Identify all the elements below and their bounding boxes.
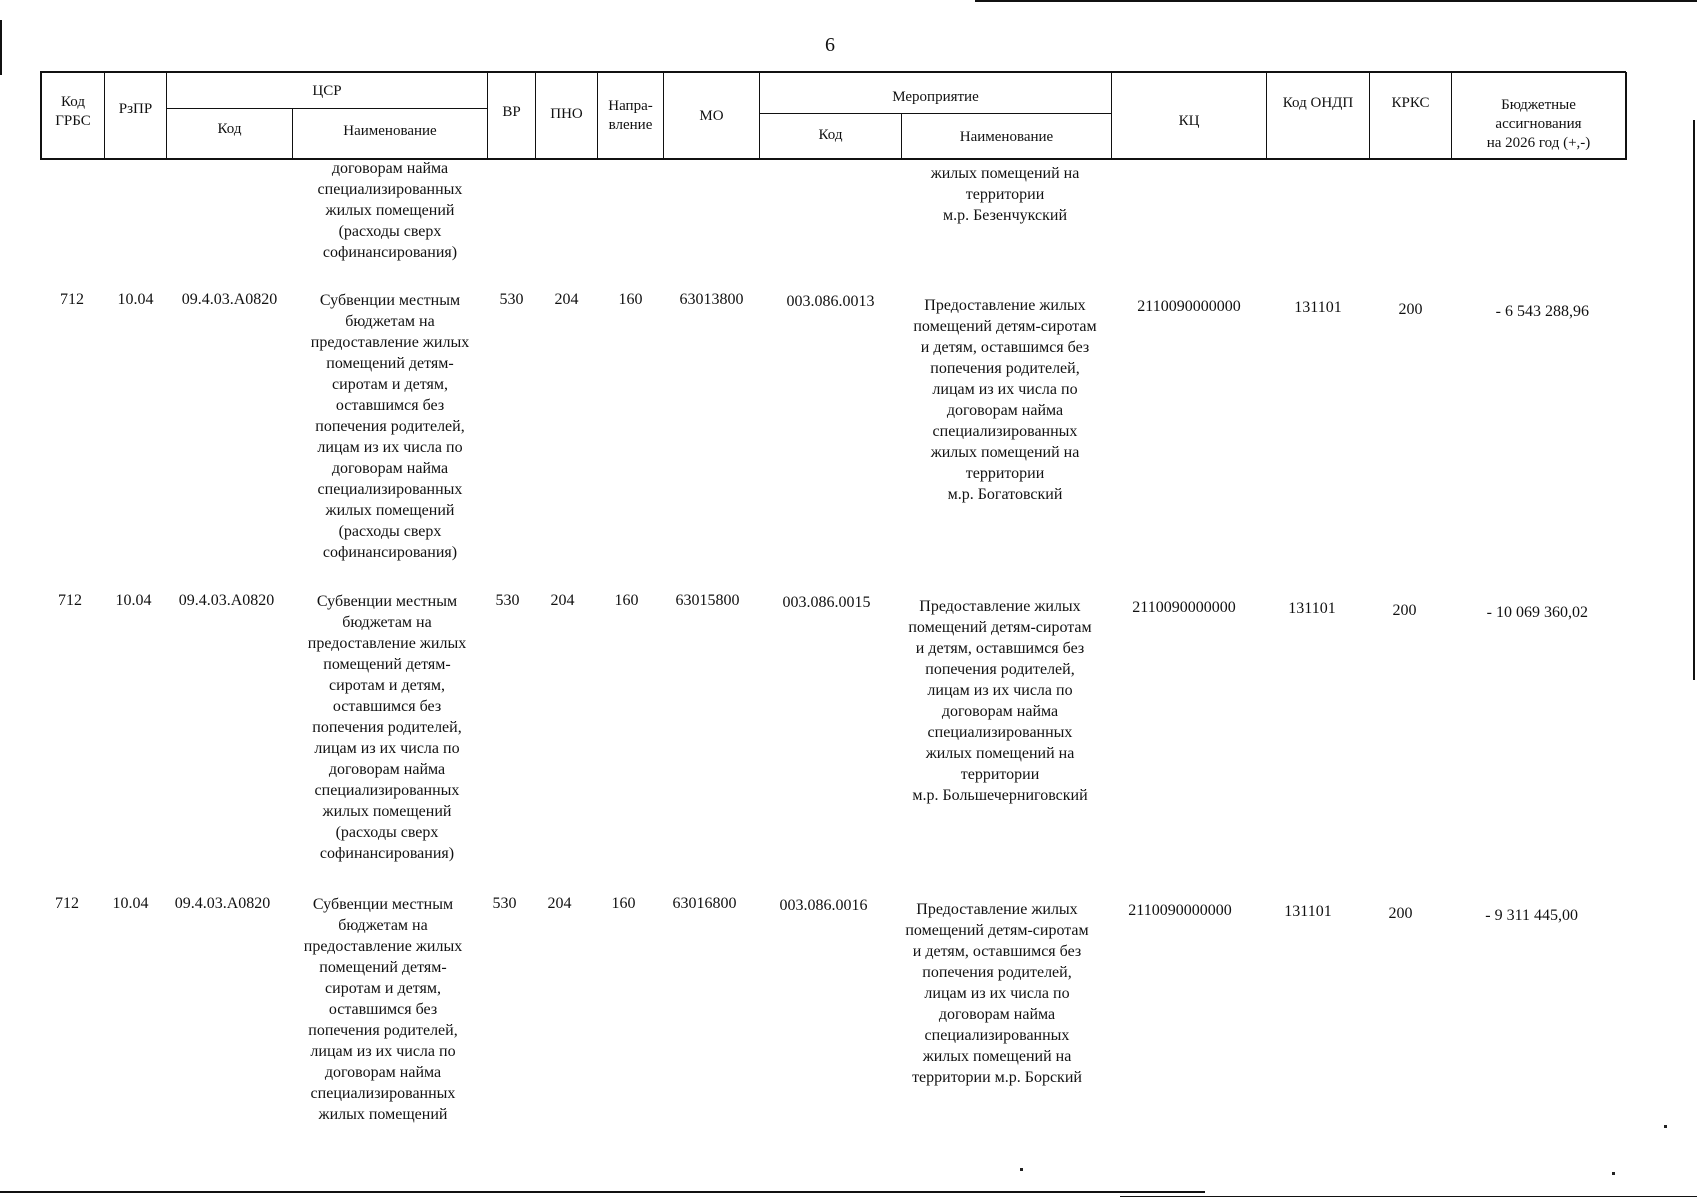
cell-napr: 160: [611, 895, 636, 912]
header-napr: Напра- вление: [608, 98, 653, 133]
bottom-scan-line: [0, 1191, 1205, 1193]
cell-pno: 204: [547, 895, 572, 912]
cell-mo: 63016800: [672, 895, 737, 912]
header-rzpr: РзПР: [118, 101, 153, 117]
cell-csr-name: Субвенции местным бюджетам на предоставление жилых помещений детям- сиротам и детям, оставшимся без попечения родителей, лицам из их числа по договорам найма специализированных жилых помещений: [303, 896, 463, 1123]
cell-ondp: 131101: [1294, 299, 1342, 316]
cell-kc: 2110090000000: [1137, 298, 1241, 315]
cell-merop-name: Предоставление жилых помещений детям-сиротам и детям, оставшимся без попечения родителей, лицам из их числа по договорам найма специализированных жилых помещений на территории м.р. Большечерниговский: [908, 598, 1092, 804]
col-divider: [1625, 72, 1627, 160]
header-kod-grbs: Код ГРБС: [55, 94, 91, 129]
right-scan-edge: [1693, 120, 1695, 680]
header-pno: ПНО: [550, 106, 583, 122]
col-divider: [759, 72, 760, 160]
cell-mo: 63013800: [679, 291, 744, 308]
header-csr-divider: [166, 108, 488, 109]
cell-amount: - 6 543 288,96: [1495, 303, 1589, 320]
header-merop-divider: [759, 113, 1111, 114]
cell-amount: - 9 311 445,00: [1485, 907, 1578, 924]
cell-pno: 204: [554, 291, 579, 308]
cell-mo: 63015800: [675, 592, 740, 609]
cell-napr: 160: [618, 291, 643, 308]
cell-grbs: 712: [58, 592, 82, 609]
cell-merop-kod: 003.086.0015: [782, 594, 871, 611]
cell-merop-name: Предоставление жилых помещений детям-сиротам и детям, оставшимся без попечения родителей, лицам из их числа по договорам найма специализированных жилых помещений на территории м.р. Богатовский: [913, 297, 1097, 503]
cell-ondp: 131101: [1284, 903, 1332, 920]
cell-csr-name: Субвенции местным бюджетам на предоставление жилых помещений детям- сиротам и детям, оставшимся без попечения родителей, лицам из их числа по договорам найма специализированных жилых помещений (расходы сверх софинансирования): [310, 292, 470, 561]
cell-rzpr: 10.04: [112, 895, 149, 912]
cell-krks: 200: [1392, 602, 1417, 619]
cell-napr: 160: [614, 592, 639, 609]
header-merop-name: Наименование: [959, 129, 1054, 145]
header-vr: ВР: [502, 104, 521, 120]
header-csr-kod: Код: [217, 121, 242, 137]
cell-csr-name: Субвенции местным бюджетам на предоставление жилых помещений детям- сиротам и детям, оставшимся без попечения родителей, лицам из их числа по договорам найма специализированных жилых помещений (расходы сверх софинансирования): [307, 593, 467, 862]
cell-merop-kod: 003.086.0013: [786, 293, 875, 310]
left-scan-edge: [0, 20, 2, 75]
continuation-merop-name: жилых помещений на территории м.р. Безенчукский: [930, 165, 1080, 224]
continuation-csr-name: договорам найма специализированных жилых помещений (расходы сверх софинансирования): [317, 160, 463, 261]
cell-merop-name: Предоставление жилых помещений детям-сиротам и детям, оставшимся без попечения родителей, лицам из их числа по договорам найма специализированных жилых помещений на территории м.р. Борский: [905, 901, 1089, 1086]
top-scan-line: [975, 0, 1697, 2]
cell-vr: 530: [492, 895, 517, 912]
cell-amount: - 10 069 360,02: [1486, 604, 1588, 621]
header-krks: КРКС: [1391, 95, 1430, 111]
cell-csr-kod: 09.4.03.А0820: [178, 592, 275, 609]
header-merop-kod: Код: [818, 127, 843, 143]
header-bottom-border: [40, 158, 1626, 160]
cell-grbs: 712: [60, 291, 84, 308]
cell-ondp: 131101: [1288, 600, 1336, 617]
cell-rzpr: 10.04: [117, 291, 154, 308]
page-number: 6: [825, 34, 835, 56]
scan-dot: [1664, 1125, 1667, 1128]
header-mo: МО: [699, 108, 724, 124]
cell-vr: 530: [495, 592, 520, 609]
header-ondp: Код ОНДП: [1282, 95, 1354, 111]
cell-krks: 200: [1398, 301, 1423, 318]
scan-dot: [1020, 1168, 1023, 1171]
cell-merop-kod: 003.086.0016: [779, 897, 868, 914]
header-kc: КЦ: [1178, 113, 1200, 129]
cell-pno: 204: [550, 592, 575, 609]
scan-dot: [1612, 1172, 1615, 1175]
header-merop: Мероприятие: [892, 89, 979, 105]
cell-csr-kod: 09.4.03.А0820: [174, 895, 271, 912]
col-divider: [1369, 72, 1370, 160]
header-csr: ЦСР: [312, 83, 342, 99]
cell-kc: 2110090000000: [1132, 599, 1236, 616]
header-csr-name: Наименование: [343, 123, 437, 139]
header-budget: Бюджетные ассигнования на 2026 год (+,-): [1486, 97, 1591, 151]
cell-csr-kod: 09.4.03.А0820: [181, 291, 278, 308]
cell-krks: 200: [1388, 905, 1413, 922]
cell-rzpr: 10.04: [115, 592, 152, 609]
cell-kc: 2110090000000: [1128, 902, 1232, 919]
header-top-border: [40, 71, 1626, 73]
bottom-scan-line-right: [1120, 1196, 1697, 1197]
cell-grbs: 712: [55, 895, 79, 912]
cell-vr: 530: [499, 291, 524, 308]
col-divider: [1266, 72, 1267, 160]
